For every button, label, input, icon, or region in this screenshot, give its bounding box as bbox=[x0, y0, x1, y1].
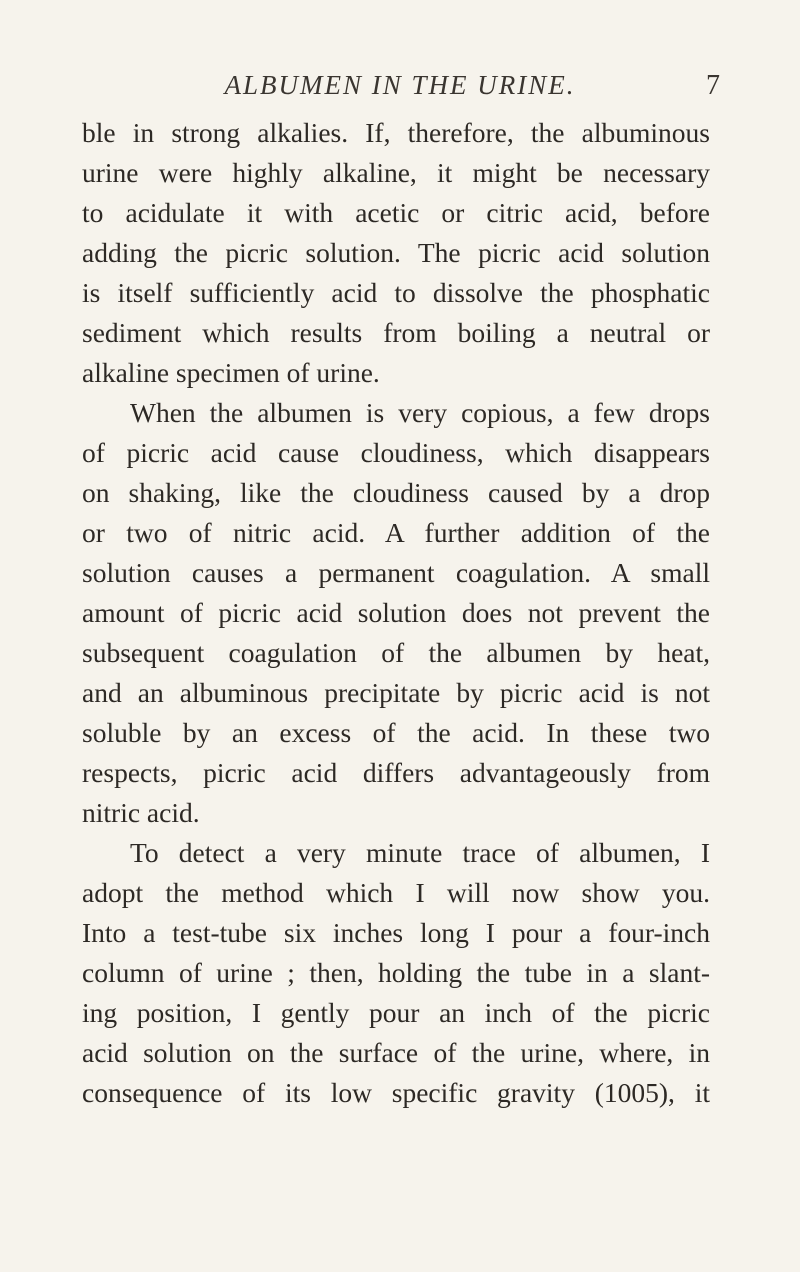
text-line: is itself sufficiently acid to dissolve the phosphatic bbox=[82, 277, 710, 308]
text-line: alkaline specimen of urine. bbox=[82, 357, 380, 388]
text-line: adding the picric solution. The picric acid solution bbox=[82, 237, 710, 268]
text-line: nitric acid. bbox=[82, 797, 200, 828]
text-line: adopt the method which I will now show you. bbox=[82, 877, 710, 908]
text-line: ble in strong alkalies. If, therefore, the albuminous bbox=[82, 117, 710, 148]
page-number: 7 bbox=[706, 70, 720, 101]
text-line: When the albumen is very copious, a few drops bbox=[130, 397, 710, 428]
text-line: respects, picric acid differs advantageously from bbox=[82, 757, 710, 788]
text-line: column of urine ; then, holding the tube in a slant- bbox=[82, 957, 710, 988]
text-line: soluble by an excess of the acid. In these two bbox=[82, 717, 710, 748]
text-line: acid solution on the surface of the urine, where, in bbox=[82, 1037, 710, 1068]
text-line: or two of nitric acid. A further addition of the bbox=[82, 517, 710, 548]
running-head: ALBUMEN IN THE URINE. bbox=[224, 70, 576, 100]
text-line: consequence of its low specific gravity (1005), it bbox=[82, 1077, 710, 1108]
text-line: on shaking, like the cloudiness caused by a drop bbox=[82, 477, 710, 508]
text-line: To detect a very minute trace of albumen, I bbox=[130, 837, 710, 868]
text-line: and an albuminous precipitate by picric acid is not bbox=[82, 677, 710, 708]
text-line: ing position, I gently pour an inch of the picric bbox=[82, 997, 710, 1028]
text-line: Into a test-tube six inches long I pour a four-inch bbox=[82, 917, 710, 948]
text-line: to acidulate it with acetic or citric acid, before bbox=[82, 197, 710, 228]
text-line: of picric acid cause cloudiness, which disappears bbox=[82, 437, 710, 468]
text-line: urine were highly alkaline, it might be necessary bbox=[82, 157, 710, 188]
text-line: sediment which results from boiling a neutral or bbox=[82, 317, 710, 348]
text-line: solution causes a permanent coagulation. A small bbox=[82, 557, 710, 588]
text-line: amount of picric acid solution does not prevent the bbox=[82, 597, 710, 628]
text-line: subsequent coagulation of the albumen by heat, bbox=[82, 637, 710, 668]
